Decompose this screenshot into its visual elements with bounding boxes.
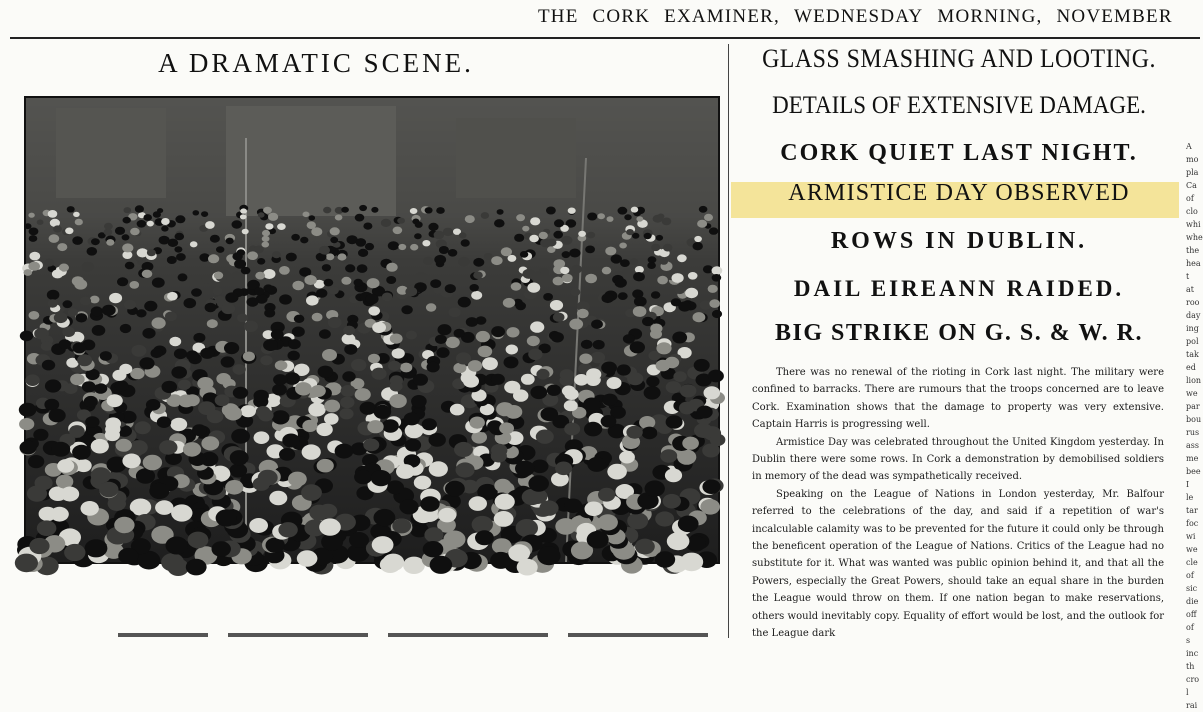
strip-line: the: [1186, 246, 1200, 255]
masthead-word: NOVEMBER: [1056, 6, 1173, 27]
article-paragraph: Armistice Day was celebrated throughout the United Kingdom yesterday. In Dublin there were some rows. In Cork a demonstration by demobilised soldiers in memory of the dead was sympathetically received.: [752, 436, 1164, 483]
strip-line: roo: [1186, 298, 1200, 307]
masthead-word: EXAMINER,: [664, 6, 780, 27]
strip-line: wi: [1186, 532, 1196, 541]
strip-line: whe: [1186, 233, 1203, 242]
strip-line: cle: [1186, 558, 1198, 567]
strip-line: at: [1186, 285, 1194, 294]
masthead-word: WEDNESDAY: [793, 6, 924, 27]
column-rule: [728, 44, 729, 638]
photo-panel: [16, 44, 720, 566]
strip-line: cro: [1186, 675, 1200, 684]
article-body: [752, 364, 1164, 643]
masthead-word: THE: [538, 6, 579, 27]
headline-rows-dublin: ROWS IN DUBLIN.: [830, 228, 1088, 254]
crowd-photo: [24, 96, 720, 564]
strip-line: th: [1186, 662, 1195, 671]
strip-line: of: [1186, 571, 1194, 580]
strip-line: A: [1186, 142, 1192, 151]
strip-line: tar: [1186, 506, 1198, 515]
strip-line: foc: [1186, 519, 1199, 528]
headline-armistice-day: ARMISTICE DAY OBSERVED: [788, 180, 1130, 206]
strip-line: we: [1186, 545, 1198, 554]
headline-dail-raided: DAIL EIREANN RAIDED.: [793, 276, 1125, 301]
article-paragraph: There was no renewal of the rioting in Cork last night. The military were confined to barracks. There are rumours that the troops concerned are to leave Cork. Examination shows that the damage to property was very extensive. Captain Harris is progressing well.: [752, 367, 1164, 431]
photo-heading: A DRAMATIC SCENE.: [158, 48, 474, 78]
strip-line: me: [1186, 454, 1199, 463]
cropped-text-row: [118, 630, 718, 638]
strip-line: bee: [1186, 467, 1201, 476]
strip-line: I: [1186, 480, 1190, 489]
strip-line: of: [1186, 194, 1194, 203]
strip-line: ed: [1186, 363, 1196, 372]
crowd-photo-image: [26, 98, 718, 562]
strip-line: die: [1186, 597, 1199, 606]
strip-line: ass: [1186, 441, 1199, 450]
strip-line: mo: [1186, 155, 1199, 164]
strip-line: of: [1186, 623, 1194, 632]
strip-line: Ca: [1186, 181, 1197, 190]
strip-line: lion: [1186, 376, 1202, 385]
strip-line: le: [1186, 493, 1194, 502]
masthead-rule: [10, 37, 1200, 39]
strip-line: s: [1186, 636, 1191, 645]
strip-line: rus: [1186, 428, 1200, 437]
headline-glass-smashing: GLASS SMASHING AND LOOTING.: [762, 44, 1156, 73]
strip-line: rai: [1186, 701, 1198, 710]
strip-line: t: [1186, 272, 1190, 281]
strip-line: ing: [1186, 324, 1199, 333]
masthead: [0, 0, 1200, 40]
strip-line: par: [1186, 402, 1200, 411]
strip-line: clo: [1186, 207, 1198, 216]
headline-extensive-damage: DETAILS OF EXTENSIVE DAMAGE.: [772, 92, 1146, 119]
strip-line: we: [1186, 389, 1198, 398]
headline-big-strike: BIG STRIKE ON G. S. & W. R.: [775, 320, 1143, 346]
strip-line: inc: [1186, 649, 1199, 658]
masthead-word: CORK: [592, 6, 651, 27]
strip-line: pol: [1186, 337, 1199, 346]
strip-line: l: [1186, 688, 1189, 697]
strip-line: hea: [1186, 259, 1201, 268]
article-paragraph: Speaking on the League of Nations in London yesterday, Mr. Balfour referred to the celebrations of the day, and said if a repetition of war's incalculable calamity was to be prevented for the future it could only be through the beneficent operation of the League of Nations. Critics of the League had no substitute for it. What was wanted was public opinion behind it, and that all the Powers, especially the Great Powers, should take an equal share in the burden the League would throw on them. If one nation began to make reservations, others would inevitably copy. Equality of effort would be lost, and the outlook for the League dark: [752, 488, 1164, 640]
masthead-title: [538, 6, 1187, 28]
strip-line: whi: [1186, 220, 1201, 229]
strip-line: tak: [1186, 350, 1199, 359]
strip-line: day: [1186, 311, 1201, 320]
strip-line: bou: [1186, 415, 1202, 424]
adjacent-column-fragment: [1186, 140, 1203, 710]
strip-line: pla: [1186, 168, 1199, 177]
headline-cork-quiet: CORK QUIET LAST NIGHT.: [780, 140, 1138, 166]
strip-line: sic: [1186, 584, 1198, 593]
masthead-word: MORNING,: [937, 6, 1043, 27]
strip-line: off: [1186, 610, 1197, 619]
